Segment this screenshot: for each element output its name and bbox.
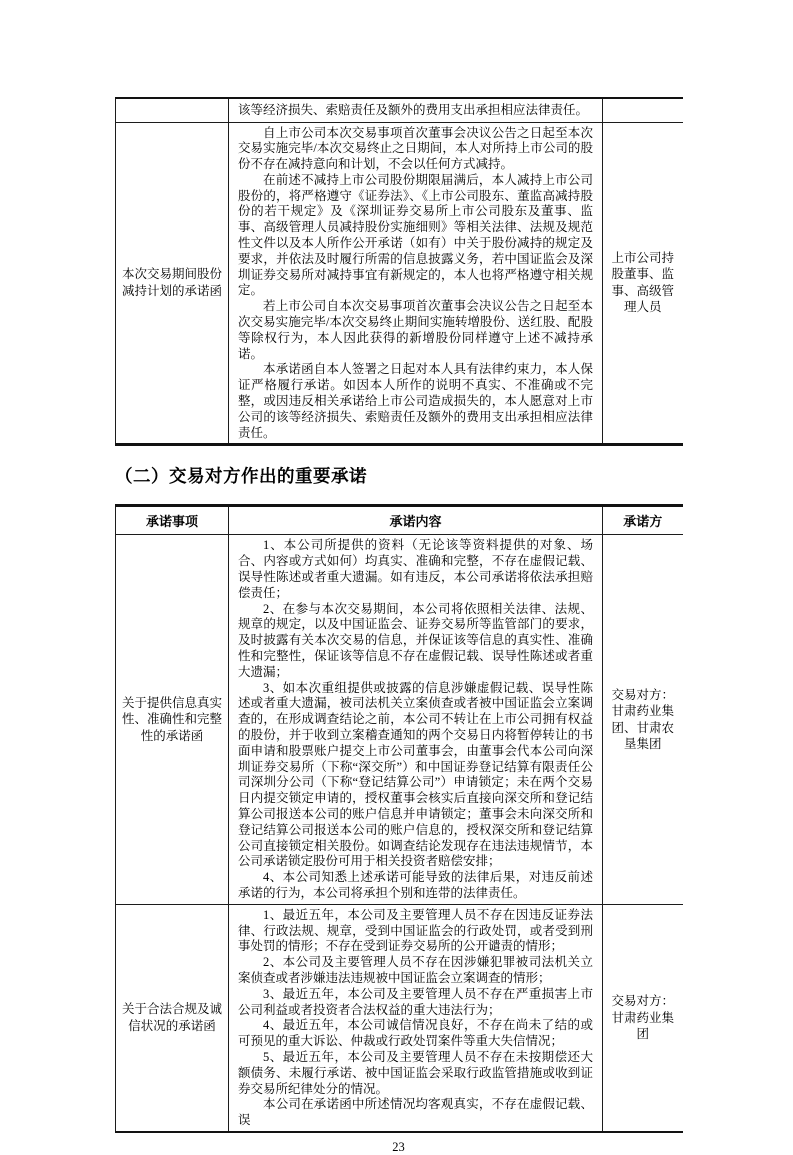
- table-row: [116, 98, 683, 122]
- paragraph: 本公司在承诺函中所述情况均客观真实，不存在虚假记载、误: [238, 1097, 593, 1128]
- commitment-party-cell: 交易对方：甘肃药业集团、甘肃农垦集团: [603, 535, 683, 904]
- table-row: [116, 535, 683, 904]
- commitment-party-cell: [603, 98, 683, 122]
- commitment-item-cell: 关于提供信息真实性、准确性和完整性的承诺函: [116, 535, 229, 904]
- commitment-content-cell: [229, 98, 603, 122]
- counterparty-commitments-table: [115, 504, 683, 1132]
- commitment-content-cell: [229, 535, 603, 904]
- paragraph: 2、本公司及主要管理人员不存在因涉嫌犯罪被司法机关立案侦查或者涉嫌违法违规被中国证监会立案调查的情形；: [238, 955, 593, 985]
- paragraph: 2、在参与本次交易期间，本公司将依照相关法律、法规、规章的规定，以及中国证监会、证券交易所等监管部门的要求，及时披露有关本次交易的信息，并保证该等信息的真实性、准确性和完整性，保证该等信息不存在虚假记载、误导性陈述或者重大遗漏；: [238, 601, 593, 679]
- paragraph: 3、最近五年，本公司及主要管理人员不存在严重损害上市公司利益或者投资者合法权益的重大违法行为；: [238, 986, 593, 1017]
- commitments-table-continued: [115, 97, 683, 446]
- header-commitment-content: 承诺内容: [229, 506, 603, 535]
- table-header-row: [116, 506, 683, 535]
- paragraph: 1、本公司所提供的资料（无论该等资料提供的对象、场合、内容或方式如何）均真实、准确和完整，不存在虚假记载、误导性陈述或者重大遗漏。如有违反，本公司承诺将依法承担赔偿责任；: [238, 538, 593, 600]
- commitment-party-cell: 上市公司持股董事、监事、高级管理人员: [603, 122, 683, 445]
- table-row: [116, 122, 683, 445]
- page-number: 23: [392, 1139, 405, 1154]
- paragraph: 本承诺函自本人签署之日起对本人具有法律约束力，本人保证严格履行承诺。如因本人所作的说明不真实、不准确或不完整，或因违反相关承诺给上市公司造成损失的，本人愿意对上市公司的该等经济损失、索赔责任及额外的费用支出承担相应法律责任。: [238, 362, 593, 440]
- header-commitment-party: 承诺方: [603, 506, 683, 535]
- paragraph: 5、最近五年，本公司及主要管理人员不存在未按期偿还大额债务、未履行承诺、被中国证监会采取行政监管措施或收到证券交易所纪律处分的情况。: [238, 1049, 593, 1096]
- paragraph: 该等经济损失、索赔责任及额外的费用支出承担相应法律责任。: [238, 102, 589, 117]
- commitment-content-cell: [229, 122, 603, 445]
- commitment-item-cell: 关于合法合规及诚信状况的承诺函: [116, 904, 229, 1132]
- paragraph: 若上市公司自本次交易事项首次董事会决议公告之日起至本次交易实施完毕/本次交易终止期间实施转增股份、送红股、配股等除权行为，本人因此获得的新增股份同样遵守上述不减持承诺。: [238, 299, 593, 361]
- paragraph: 自上市公司本次交易事项首次董事会决议公告之日起至本次交易实施完毕/本次交易终止之日期间，本人对所持上市公司的股份不存在减持意向和计划，不会以任何方式减持。: [238, 125, 593, 172]
- paragraph: 3、如本次重组提供或披露的信息涉嫌虚假记载、误导性陈述或者重大遗漏，被司法机关立案侦查或者被中国证监会立案调查的，在形成调查结论之前，本公司不转让在上市公司拥有权益的股份，并于收到立案稽查通知的两个交易日内将暂停转让的书面申请和股票账户提交上市公司董事会，由董事会代本公司向深圳证券交易所（下称“深交所”）和中国证券登记结算有限责任公司深圳分公司（下称“登记结算公司”）申请锁定；未在两个交易日内提交锁定申请的，授权董事会核实后直接向深交所和登记结算公司报送本公司的账户信息并申请锁定；董事会未向深交所和登记结算公司报送本公司的账户信息的，授权深交所和登记结算公司直接锁定相关股份。如调查结论发现存在违法违规情节，本公司承诺锁定股份可用于相关投资者赔偿安排；: [238, 680, 593, 869]
- paragraph: 4、本公司知悉上述承诺可能导致的法律后果，对违反前述承诺的行为，本公司将承担个别和连带的法律责任。: [238, 870, 593, 900]
- paragraph: 在前述不减持上市公司股份期限届满后，本人减持上市公司股份的，将严格遵守《证券法》、《上市公司股东、董监高减持股份的若干规定》及《深圳证券交易所上市公司股东及董事、监事、高级管理人员减持股份实施细则》等相关法律、法规及规范性文件以及本人所作公开承诺（如有）中关于股份减持的规定及要求，并依法及时履行所需的信息披露义务，若中国证监会及深圳证券交易所对减持事宜有新规定的，本人也将严格遵守相关规定。: [238, 172, 593, 298]
- commitment-item-cell: 本次交易期间股份减持计划的承诺函: [116, 122, 229, 445]
- table-row: [116, 904, 683, 1132]
- commitment-item-cell: [116, 98, 229, 122]
- paragraph: 4、最近五年，本公司诚信情况良好，不存在尚未了结的或可预见的重大诉讼、仲裁或行政处罚案件等重大失信情况；: [238, 1018, 593, 1049]
- header-commitment-item: 承诺事项: [116, 506, 229, 535]
- commitment-party-cell: 交易对方：甘肃药业集团: [603, 904, 683, 1132]
- paragraph: 1、最近五年，本公司及主要管理人员不存在因违反证券法律、行政法规、规章，受到中国证监会的行政处罚，或者受到刑事处罚的情形；不存在受到证券交易所的公开谴责的情形；: [238, 907, 593, 954]
- section-heading: （二）交易对方作出的重要承诺: [115, 466, 367, 487]
- commitment-content-cell: [229, 904, 603, 1132]
